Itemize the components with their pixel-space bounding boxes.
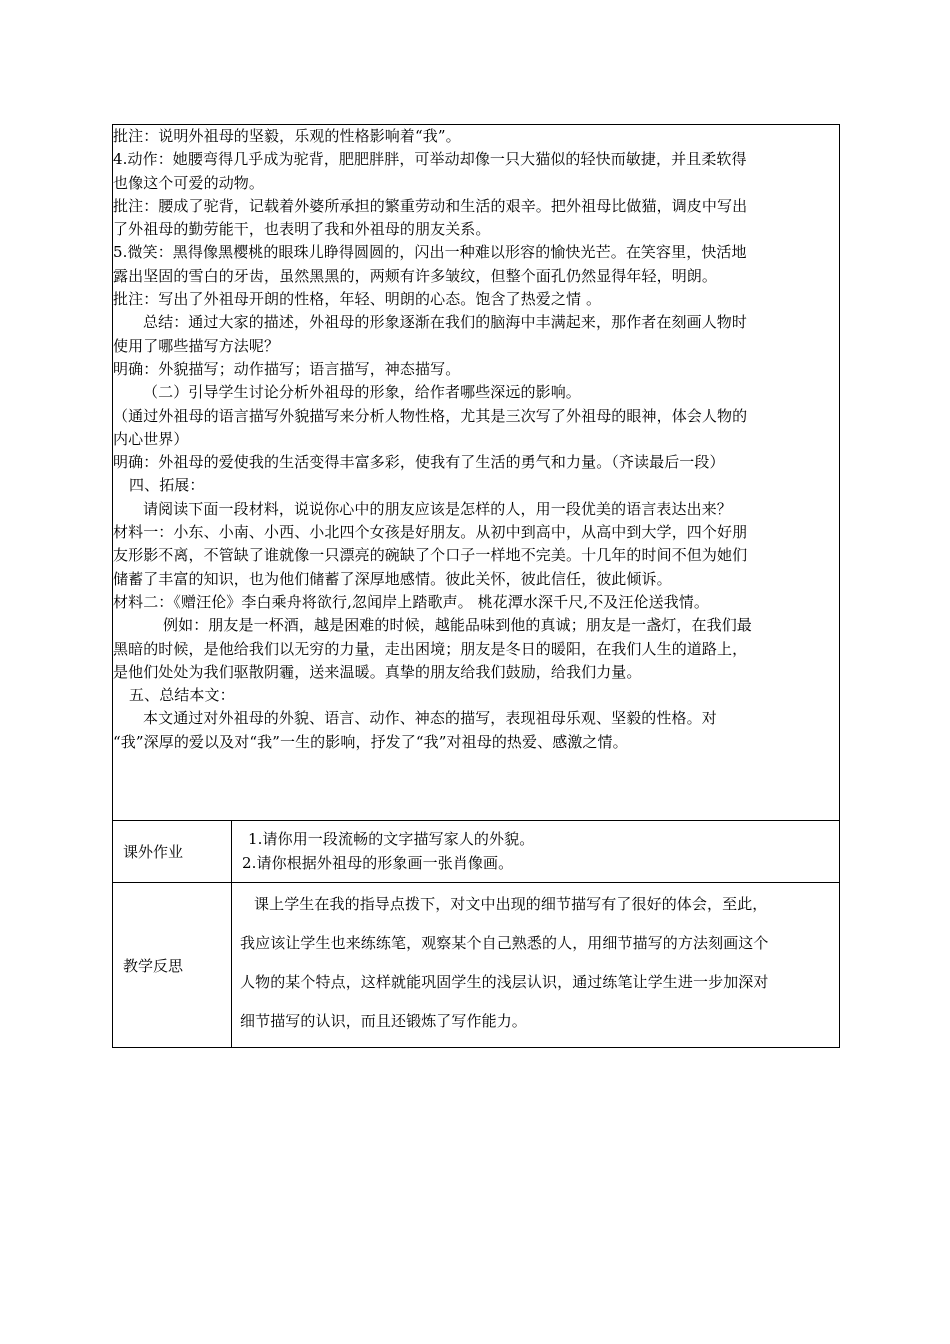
material-one-line: 材料一：小东、小南、小西、小北四个女孩是好朋友。从初中到高中，从高中到大学，四个好朋 [113, 523, 748, 542]
discussion-heading: （二）引导学生讨论分析外祖母的形象，给作者哪些深远的影响。 [143, 383, 581, 402]
smile-description-line: 5.微笑：黑得像黑樱桃的眼珠儿睁得圆圆的，闪出一种难以形容的愉快光芒。在笑容里，快活地 [113, 243, 747, 262]
homework-item: 2.请你根据外祖母的形象画一张肖像画。 [242, 854, 514, 872]
answer-line: 明确：外貌描写；动作描写；语言描写，神态描写。 [113, 359, 461, 378]
reflection-line: 课上学生在我的指导点拨下，对文中出现的细节描写有了很好的体会，至此， [254, 895, 768, 913]
example-line: 例如：朋友是一杯酒，越是困难的时候，越能品味到他的真诚；朋友是一盏灯，在我们最 [163, 616, 752, 635]
conclusion-line: “我”深厚的爱以及对“我”一生的影响，抒发了“我”对祖母的热爱、感激之情。 [113, 732, 628, 751]
reflection-content [232, 883, 840, 1048]
extension-prompt-line: 请阅读下面一段材料，说说你心中的朋友应该是怎样的人，用一段优美的语言表达出来？ [143, 499, 732, 518]
lesson-plan-page [112, 124, 839, 1048]
homework-row [113, 821, 840, 883]
annotation-line: 批注：说明外祖母的坚毅，乐观的性格影响着“我”。 [113, 127, 461, 145]
extension-heading: 四、拓展： [129, 476, 205, 495]
homework-label: 课外作业 [113, 821, 232, 883]
conclusion-heading: 五、总结本文： [129, 686, 235, 705]
annotation-line: 批注：写出了外祖母开朗的性格，年轻、明朗的心态。饱含了热爱之情 。 [113, 290, 602, 309]
discussion-note-line: 内心世界） [113, 429, 189, 448]
reflection-line: 细节描写的认识，而且还锻炼了写作能力。 [240, 1012, 527, 1030]
reflection-label: 教学反思 [113, 883, 232, 1048]
summary-question-line: 使用了哪些描写方法呢？ [113, 336, 280, 355]
material-one-line: 友形影不离，不管缺了谁就像一只漂亮的碗缺了个口子一样地不完美。十几年的时间不但为她们 [113, 546, 748, 565]
discussion-note-line: （通过外祖母的语言描写外貌描写来分析人物性格，尤其是三次写了外祖母的眼神，体会人物的 [113, 406, 748, 425]
example-line: 黑暗的时候，是他给我们以无穷的力量，走出困境；朋友是冬日的暖阳，在我们人生的道路上， [113, 639, 748, 658]
example-line: 是他们处处为我们驱散阴霾，送来温暖。真挚的朋友给我们鼓励，给我们力量。 [113, 662, 642, 681]
lesson-plan-table [112, 124, 840, 1048]
action-description-line: 也像这个可爱的动物。 [113, 173, 265, 192]
homework-content [232, 821, 840, 883]
summary-question-line: 总结：通过大家的描述，外祖母的形象逐渐在我们的脑海中丰满起来，那作者在刻画人物时 [143, 313, 748, 332]
teaching-process-row [113, 125, 840, 821]
material-two-line: 材料二：《赠汪伦》李白乘舟将欲行,忽闻岸上踏歌声。 桃花潭水深千尺,不及汪伦送我情。 [113, 592, 710, 611]
annotation-line: 了外祖母的勤劳能干，也表明了我和外祖母的朋友关系。 [113, 220, 491, 239]
reflection-line: 我应该让学生也来练练笔，观察某个自己熟悉的人，用细节描写的方法刻画这个 [240, 934, 769, 952]
reflection-line: 人物的某个特点，这样就能巩固学生的浅层认识，通过练笔让学生进一步加深对 [240, 973, 769, 991]
teaching-process-cell [113, 125, 840, 821]
conclusion-line: 本文通过对外祖母的外貌、语言、动作、神态的描写，表现祖母乐观、坚毅的性格。对 [143, 709, 717, 728]
reflection-row [113, 883, 840, 1048]
action-description-line: 4.动作：她腰弯得几乎成为驼背，肥肥胖胖，可举动却像一只大猫似的轻快而敏捷，并且柔软得 [113, 150, 747, 169]
annotation-line: 批注：腰成了驼背，记载着外婆所承担的繁重劳动和生活的艰辛。把外祖母比做猫，调皮中写出 [113, 196, 748, 215]
material-one-line: 储蓄了丰富的知识，也为他们储蓄了深厚地感情。彼此关怀，彼此信任，彼此倾诉。 [113, 569, 672, 588]
homework-item: 1.请你用一段流畅的文字描写家人的外貌。 [248, 830, 535, 848]
answer-line: 明确：外祖母的爱使我的生活变得丰富多彩，使我有了生活的勇气和力量。（齐读最后一段） [113, 453, 725, 472]
smile-description-line: 露出坚固的雪白的牙齿，虽然黑黑的，两颊有许多皱纹，但整个面孔仍然显得年轻，明朗。 [113, 266, 718, 285]
